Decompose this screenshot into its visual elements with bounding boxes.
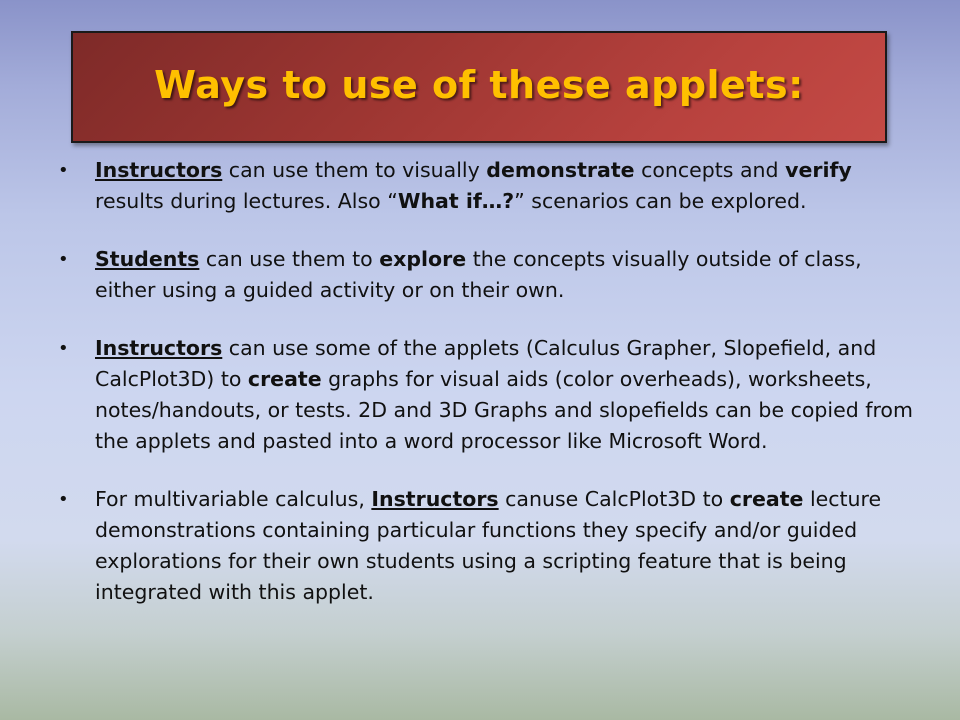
bullet-emphasis: demonstrate [486,158,635,182]
bullet-emphasis: Instructors [95,336,223,360]
bullet-item [58,333,918,457]
bullet-text: results during lectures. Also “ [95,189,398,213]
bullet-list [58,155,918,635]
bullet-emphasis: verify [785,158,852,182]
bullet-text: can use some of the applets (Calculus Grapher, Slopefield, and CalcPlot3D) to [95,336,877,391]
bullet-item [58,484,918,608]
bullet-emphasis: Instructors [371,487,499,511]
bullet-text: graphs for visual aids (color overheads), worksheets, notes/handouts, or tests. 2D and 3D Graphs and slopefields can be copied from the applets and pasted into a word processor like Microsoft Word. [95,367,913,453]
bullet-text: the concepts visually outside of class, either using a guided activity or on their own. [95,247,862,302]
bullet-text: For multivariable calculus, [95,487,372,511]
slide-title: Ways to use of these applets: [154,63,804,107]
bullet-emphasis: explore [379,247,467,271]
bullet-emphasis: Students [95,247,200,271]
bullet-text: canuse CalcPlot3D to [498,487,730,511]
bullet-item [58,155,918,217]
bullet-item [58,244,918,306]
bullet-emphasis: create [729,487,804,511]
bullet-text: ” scenarios can be explored. [514,189,807,213]
bullet-text: can use them to [199,247,380,271]
title-banner [71,31,887,143]
bullet-text: concepts and [634,158,786,182]
bullet-emphasis: Instructors [95,158,223,182]
bullet-text: lecture demonstrations containing particular functions they specify and/or guided explorations for their own students using a scripting feature that is being integrated with this applet. [95,487,882,604]
bullet-text: can use them to visually [222,158,487,182]
bullet-emphasis: create [247,367,322,391]
bullet-emphasis: What if…? [397,189,515,213]
